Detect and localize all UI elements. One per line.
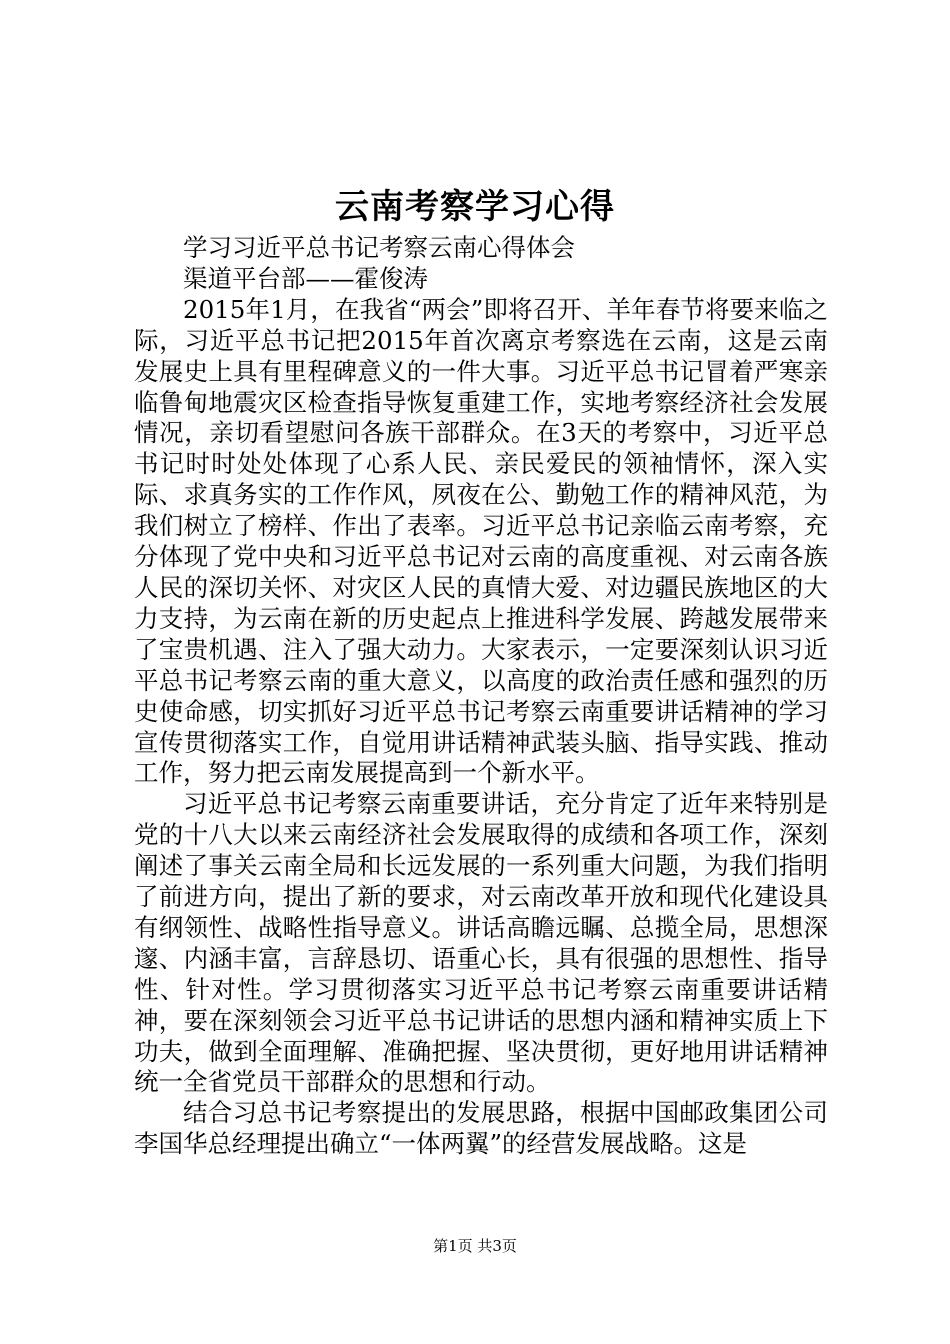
paragraph-1: 2015年1月，在我省“两会”即将召开、羊年春节将要来临之际，习近平总书记把2015年首次离京考察选在云南，这是云南发展史上具有里程碑意义的一件大事。习近平总书记冒着严寒亲临鲁甸地震灾区检查指导恢复重建工作，实地考察经济社会发展情况，亲切看望慰问各族干部群众。在3天的考察中，习近平总书记时时处处体现了心系人民、亲民爱民的领袖情怀，深入实际、求真务实的工作作风，夙夜在公、勤勉工作的精神风范，为我们树立了榜样、作出了表率。习近平总书记亲临云南考察，充分体现了党中央和习近平总书记对云南的高度重视、对云南各族人民的深切关怀、对灾区人民的真情大爱、对边疆民族地区的大力支持，为云南在新的历史起点上推进科学发展、跨越发展带来了宝贵机遇、注入了强大动力。大家表示，一定要深刻认识习近平总书记考察云南的重大意义，以高度的政治责任感和强烈的历史使命感，切实抓好习近平总书记考察云南重要讲话精神的学习宣传贯彻落实工作，自觉用讲话精神武装头脑、指导实践、推动工作，努力把云南发展提高到一个新水平。 (134, 294, 828, 788)
paragraph-2: 习近平总书记考察云南重要讲话，充分肯定了近年来特别是党的十八大以来云南经济社会发展取得的成绩和各项工作，深刻阐述了事关云南全局和长远发展的一系列重大问题，为我们指明了前进方向，提出了新的要求，对云南改革开放和现代化建设具有纲领性、战略性指导意义。讲话高瞻远瞩、总揽全局，思想深邃、内涵丰富，言辞恳切、语重心长，具有很强的思想性、指导性、针对性。学习贯彻落实习近平总书记考察云南重要讲话精神，要在深刻领会习近平总书记讲话的思想内涵和精神实质上下功夫，做到全面理解、准确把握、坚决贯彻，更好地用讲话精神统一全省党员干部群众的思想和行动。 (134, 789, 828, 1097)
paragraph-3: 结合习总书记考察提出的发展思路，根据中国邮政集团公司李国华总经理提出确立“一体两翼”的经营发展战略。这是 (134, 1098, 828, 1159)
document-title: 云南考察学习心得 (335, 187, 615, 227)
page-footer: 第1页 共3页 (433, 1237, 517, 1255)
document-subtitle: 学习习近平总书记考察云南心得体会 (183, 233, 575, 262)
document-body (134, 233, 828, 1160)
author-line: 渠道平台部——霍俊涛 (183, 263, 428, 293)
